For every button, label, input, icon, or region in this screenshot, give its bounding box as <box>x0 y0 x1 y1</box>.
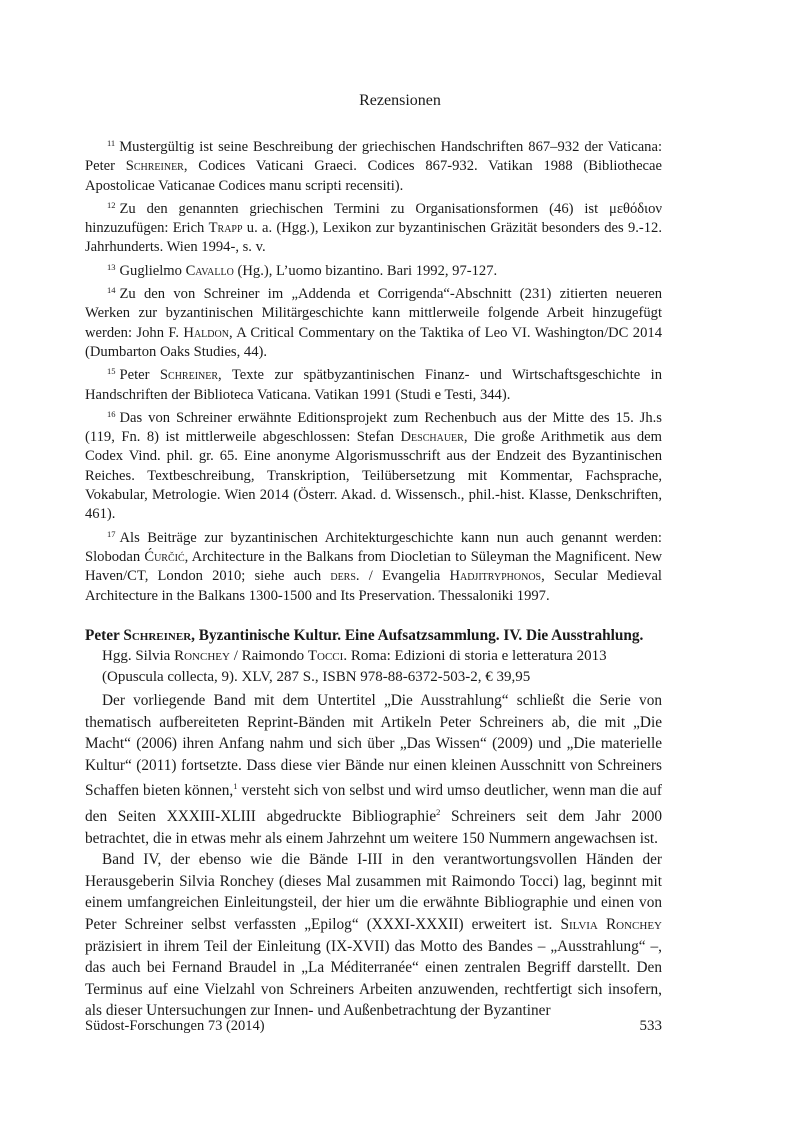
text-run: Zu den von Schreiner im „Addenda et Corrigenda“-Abschnitt (231) zitierten neueren Werken zur byzantinischen Militärgeschichte kann mittlerweile folgende Arbeit hinzugefügt werden: John F. <box>85 286 662 341</box>
footnote <box>85 281 662 362</box>
text-run: Peter <box>119 367 160 384</box>
footnote-number: 17 <box>107 528 116 539</box>
text-run: , Die große Arithmetik aus dem Codex Vind. phil. gr. 65. Eine anonyme Algorismusschrift aus der Endzeit des Byzantinischen Reiches. Textbeschreibung, Transkription, Teilübersetzung mit Kommentar, Fachsprache, Vokabular, Metrologie. Wien 2014 (Österr. Akad. d. Wissensch., phil.-hist. Klasse, Denkschriften, 461). <box>85 429 662 523</box>
text-run: Das von Schreiner erwähnte Editionsprojekt zum Rechenbuch aus der Mitte des 15. Jh.s (119, Fn. 8) ist mittlerweile abgeschlossen: Stefan <box>85 409 662 446</box>
text-run: . Roma: Edizioni di storia e letteratura 2013 (Opuscula collecta, 9). XLV, 287 S., ISBN 978-88-6372-503-2, € 39,95 <box>102 648 607 685</box>
text-run: u. a. (Hgg.), Lexikon zur byzantinischen Gräzität besonders des 9.-12. Jahrhunderts. Wien 1994-, s. v. <box>85 220 662 256</box>
text-run: Schreiners seit dem Jahr 2000 betrachtet, die in etwas mehr als einem Jahrzehnt um weitere 150 Nummern angewachsen ist. <box>85 807 662 847</box>
author-name: Silvia Ronchey <box>560 915 662 933</box>
footnote <box>85 405 662 525</box>
footnote-reference: 1 <box>233 781 238 792</box>
text-run: Guglielmo <box>119 262 186 279</box>
footnote-number: 16 <box>107 408 116 419</box>
author-name: Hadjitryphonos <box>449 568 542 585</box>
footnote-reference: 2 <box>436 806 441 817</box>
footnote-number: 14 <box>107 285 116 296</box>
footnote <box>85 258 662 281</box>
text-run: Der vorliegende Band mit dem Untertitel „Die Ausstrahlung“ schließt die Serie von thematisch aufbereiteten Reprint-Bänden mit Artikeln Peter Schreiners ab, die mit „Die Macht“ (2006) ihren Anfang nahm und sich über „Das Wissen“ (2009) und „Die materielle Kultur“ (2011) fortsetzte. Dass diese vier Bände nur einen kleinen Ausschnitt von Schreiners Schaffen bieten können, <box>85 692 662 800</box>
footnote <box>85 134 662 196</box>
footnote-number: 13 <box>107 261 116 272</box>
footnotes <box>85 134 662 606</box>
text-run: Hgg. Silvia <box>102 648 175 664</box>
author-name: Ronchey <box>174 648 230 664</box>
text-run: Zu den genannten griechischen Termini zu Organisationsformen (46) ist μεθόδιον hinzuzufügen: Erich <box>85 200 662 237</box>
footnote-number: 11 <box>107 138 116 148</box>
author-name: Cavallo <box>185 262 234 279</box>
text-run: , Texte zur spätbyzantinischen Finanz- und Wirtschaftsgeschichte in Handschriften der Biblioteca Vaticana. Vatikan 1991 (Studi e Testi, 344). <box>85 367 662 403</box>
review-paragraph <box>85 690 662 849</box>
author-name: ders. <box>330 568 360 585</box>
author-name: Haldon <box>183 324 229 341</box>
text-run: Band IV, der ebenso wie die Bände I-III in den verantwortungsvollen Händen der Herausgeberin Silvia Ronchey (dieses Mal zusammen mit Raimondo Tocci) lag, beginnt mit einem umfangreichen Einleitungsteil, der hier um die erwähnte Bibliographie und einen von Peter Schreiner selbst verfassten „Epilog“ (XXXI-XXXII) erweitert ist. <box>85 851 662 933</box>
text-run: Mustergültig ist seine Beschreibung der griechischen Handschriften 867–932 der Vaticana: Peter <box>85 139 662 175</box>
text-run: , Codices Vaticani Graeci. Codices 867-932. Vatikan 1988 (Bibliothecae Apostolicae Vaticanae Codices manu scripti recensiti). <box>85 158 662 194</box>
text-run: präzisiert in ihrem Teil der Einleitung (IX-XVII) das Motto des Bandes – „Ausstrahlung“ –, das auch bei Fernand Braudel in „La Méditerranée“ einen zentralen Begriff darstellt. Den Terminus auf eine Vielzahl von Schreiners Arbeiten anzuwenden, rechtfertigt sich insofern, als dieser Untersuchungen zur Innen- und Außenbetrachtung der Byzantiner <box>85 937 662 1020</box>
footnote <box>85 362 662 405</box>
text-run: / Raimondo <box>229 648 308 664</box>
review-book-title: , Byzantinische Kultur. Eine Aufsatzsammlung. IV. Die Ausstrahlung. <box>191 627 644 644</box>
author-name: Schreiner <box>125 158 184 175</box>
text-run: , A Critical Commentary on the Taktika of Leo VI. Washington/DC 2014 (Dumbarton Oaks Studies, 44). <box>85 324 662 360</box>
review-heading <box>85 625 665 688</box>
author-name: Ćurčić <box>144 548 185 565</box>
review-author-last: Schreiner <box>123 627 192 644</box>
footnote <box>85 525 662 606</box>
author-name: Schreiner <box>159 367 219 384</box>
review-author-first: Peter <box>85 627 124 644</box>
text-run: (Hg.), L’uomo bizantino. Bari 1992, 97-127. <box>233 262 498 279</box>
text-run: , Architecture in the Balkans from Diocletian to Süleyman the Magnificent. New Haven/CT, London 2010; siehe auch <box>85 548 663 585</box>
text-run: versteht sich von selbst und wird umso deutlicher, wenn man die auf den Seiten XXXIII-XLIII abgedruckte Bibliographie <box>85 782 662 825</box>
running-head: Rezensionen <box>359 92 441 109</box>
review-paragraph <box>85 849 662 1022</box>
author-name: Trapp <box>208 220 243 237</box>
footnote-number: 15 <box>107 366 116 377</box>
text-run: / Evangelia <box>359 568 450 585</box>
footnote <box>85 196 662 258</box>
page-number: 533 <box>639 1018 662 1034</box>
review-body <box>85 690 662 1022</box>
journal-footer: Südost-Forschungen 73 (2014) <box>85 1018 265 1034</box>
text-run: Als Beiträge zur byzantinischen Architekturgeschichte kann nun auch genannt werden: Slobodan <box>85 529 662 565</box>
text-run: , Secular Medieval Architecture in the Balkans 1300-1500 and Its Preservation. Thessaloniki 1997. <box>85 568 662 604</box>
review-title <box>85 625 665 646</box>
author-name: Deschauer <box>400 429 464 446</box>
footnote-number: 12 <box>107 199 116 210</box>
review-publication-info <box>85 646 665 688</box>
author-name: Tocci <box>307 648 344 664</box>
